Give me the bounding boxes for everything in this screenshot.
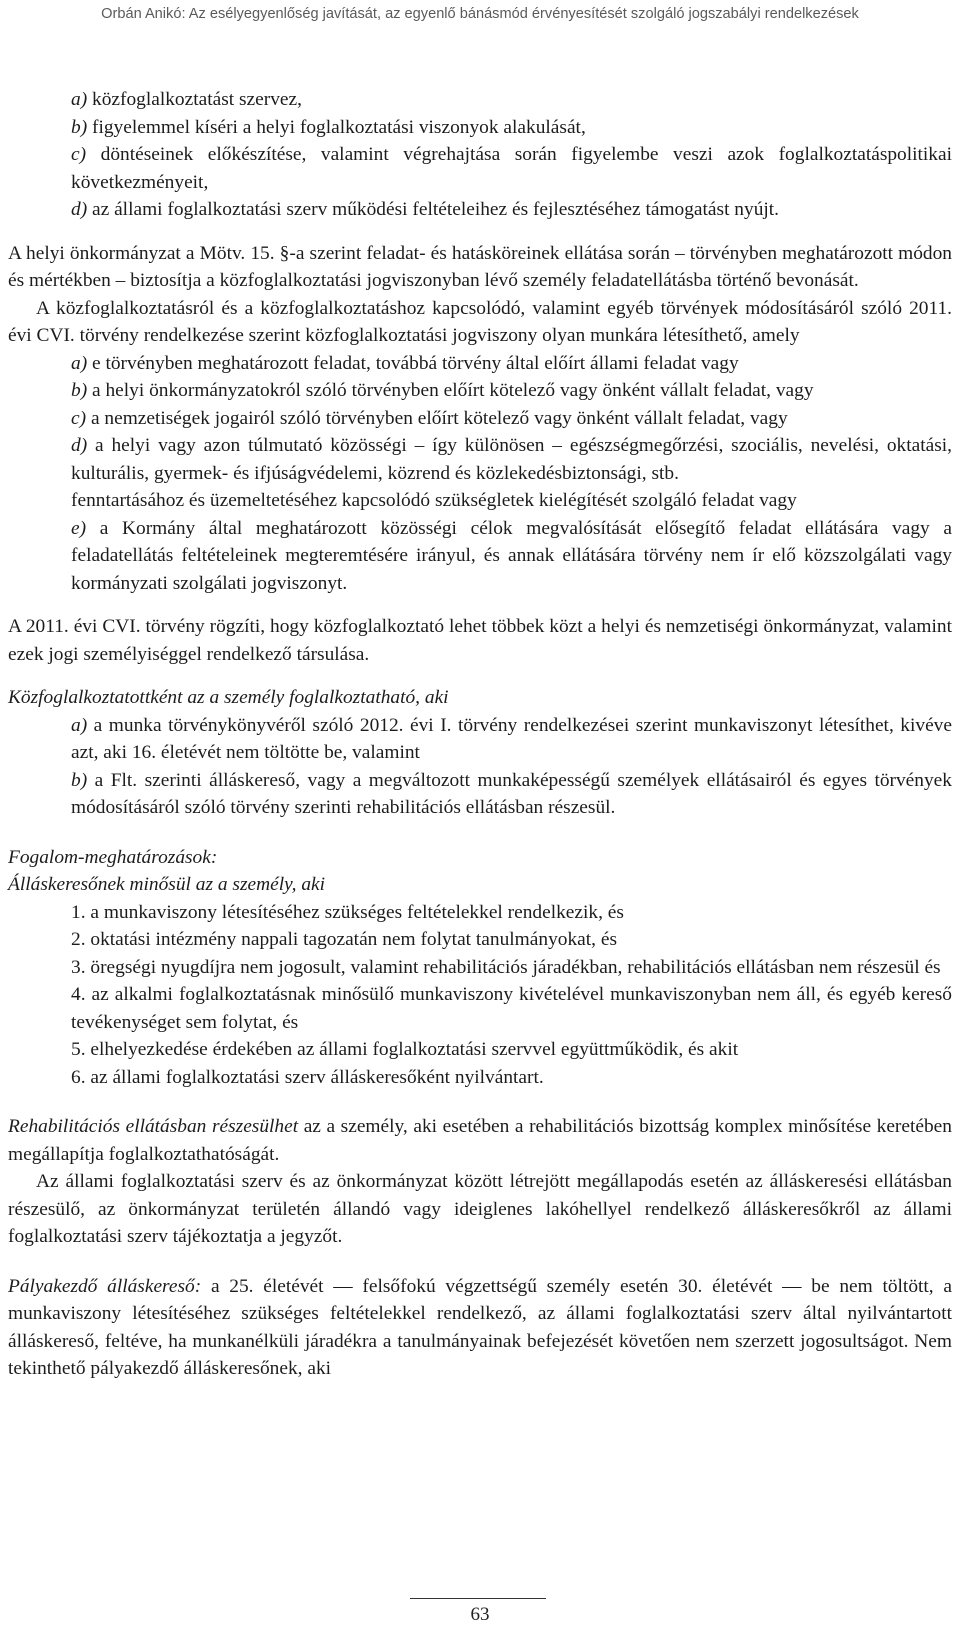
item-text: a munka törvénykönyvéről szóló 2012. évi I. törvény rendelkezései szerint munkaviszonyt létesíthet, kivéve azt, aki 16. életévét nem töltötte be, valamint [71,714,952,763]
employee-heading [8,684,952,712]
item-text: közfoglalkoztatást szervez, [92,89,302,110]
item-text: döntéseinek előkészítése, valamint végrehajtása során figyelembe veszi azok foglalkoztatáspolitikai következményeit, [71,144,952,193]
item-label: d) [71,435,88,456]
running-header: Orbán Anikó: Az esélyegyenlőség javítását, az egyenlő bánásmód érvényesítését szolgáló jogszabályi rendelkezések [101,6,859,22]
item-label: b) [71,769,88,791]
paragraph-cvi-law: A közfoglalkoztatásról és a közfoglalkoztatáshoz kapcsolódó, valamint egyéb törvények módosításáról szóló 2011. évi CVI. törvény rendelkezése szerint közfoglalkoztatási jogviszony olyan munkára létesíthető, amely [8,297,952,346]
cvi-item-d [8,432,952,487]
cvi-continuation: fenntartásához és üzemeltetéséhez kapcsolódó szükségletek kielégítését szolgáló feladat vagy [71,490,797,511]
page-body [8,86,952,1383]
cvi-item-a [8,350,952,378]
jobseeker-list [8,899,952,1092]
list-item: 5. elhelyezkedése érdekében az állami foglalkoztatási szervvel együttműködik, és akit [71,1039,739,1060]
page-number: 63 [470,1604,490,1625]
rehab-text: az a személy, aki esetében a rehabilitációs bizottság komplex minősítése keretében megállapítja foglalkoztathatóságát. [8,1116,952,1165]
item-label: a) [71,89,88,110]
list-item: 4. az alkalmi foglalkoztatásnak minősülő munkaviszony kivételével munkaviszonyban nem áll, és egyéb kereső tevékenységet sem folytat, és [71,984,952,1033]
item-label: c) [71,407,87,429]
item-text: a helyi vagy azon túlmutató közösségi – így különösen – egészségmegőrzési, szociális, nevelési, oktatási, kulturális, gyermek- és ifjúságvédelemi, közrend és közlekedésbiztonsági, stb. [71,435,952,484]
list-item: 3. öregségi nyugdíjra nem jogosult, valamint rehabilitációs járadékban, rehabilitációs ellátásban nem részesül és [71,956,941,978]
item-text: a nemzetiségek jogairól szóló törvényben előírt kötelező vagy önként vállalt feladat, vagy [90,407,788,429]
item-text: a Kormány által meghatározott közösségi célok megvalósítását elősegítő feladat ellátására vagy a feladatellátás feltételeinek megteremtésére irányul, és annak ellátására törvény nem ír elő közszolgálati vagy kormányzati szolgálati jogviszonyt. [71,517,952,594]
item-label: a) [71,352,88,374]
item-label: e) [71,517,87,539]
paragraph-career-starter [8,1273,952,1383]
cvi-item-b [8,377,952,405]
rehab-term: Rehabilitációs ellátásban részesülhet [8,1116,299,1137]
intro-item-c [8,141,952,196]
paragraph-local-government: A helyi önkormányzat a Mötv. 15. §-a szerint feladat- és hatásköreinek ellátása során – törvényben meghatározott módon és mértékben – biztosítja a közfoglalkoztatási jogviszonyban lévő személy feladatellátásba történő bevonását. [8,242,952,291]
item-text: a Flt. szerinti álláskereső, vagy a megváltozott munkaképességű személyek ellátásairól és egyes törvények módosításáról szóló törvény szerinti rehabilitációs ellátásban részesül. [71,769,952,818]
employee-item-b [8,767,952,822]
item-label: b) [71,116,88,138]
intro-item-b [8,114,952,142]
intro-item-d [8,196,952,224]
item-label: d) [71,199,88,220]
item-text: az állami foglalkoztatási szerv működési feltételeihez és fejlesztéséhez támogatást nyújt. [92,199,780,220]
item-text: a helyi önkormányzatokról szóló törvényben előírt kötelező vagy önként vállalt feladat, vagy [92,380,814,401]
jobseeker-heading: Álláskeresőnek minősül az a személy, aki [8,874,326,895]
intro-item-a [8,86,952,114]
career-term: Pályakezdő álláskereső: [8,1275,202,1297]
item-text: figyelemmel kíséri a helyi foglalkoztatási viszonyok alakulását, [92,116,586,138]
item-label: b) [71,380,88,401]
definitions-heading: Fogalom-meghatározások: [8,846,218,868]
list-item: 6. az állami foglalkoztatási szerv álláskeresőként nyilvántart. [71,1066,544,1088]
employee-item-a [8,712,952,767]
list-item: 2. oktatási intézmény nappali tagozatán nem folytat tanulmányokat, és [71,929,617,950]
cvi-item-e [8,515,952,598]
employee-heading-text: Közfoglalkoztatottként az a személy foglalkoztatható, aki [8,687,449,708]
item-label: a) [71,714,88,736]
list-item: 1. a munkaviszony létesítéséhez szükséges feltételekkel rendelkezik, és [71,901,624,923]
paragraph-agreement: Az állami foglalkoztatási szerv és az önkormányzat között létrejött megállapodás esetén az álláskeresési ellátásban részesülő, az önkormányzat területén állandó vagy ideiglenes lakóhellyel rendelkező álláskeresőkről az állami foglalkoztatási szerv tájékoztatja a jegyzőt. [8,1171,952,1247]
paragraph-rehabilitation [8,1113,952,1168]
item-label: c) [71,144,87,165]
cvi-item-c [8,405,952,433]
paragraph-employer: A 2011. évi CVI. törvény rögzíti, hogy közfoglalkoztató lehet többek közt a helyi és nemzetiségi önkormányzat, valamint ezek jogi személyiséggel rendelkező társulása. [8,616,952,665]
career-text: a 25. életévét — felsőfokú végzettségű személy esetén 30. életévét — be nem töltött, a munkaviszony létesítéséhez szükséges feltételekkel rendelkező, az állami foglalkoztatási szerv által nyilvántartott álláskereső, feltéve, ha munkanélküli járadékra a tanulmányainak befejezését követően nem szerzett jogosultságot. Nem tekinthető pályakezdő álláskeresőnek, aki [8,1275,952,1379]
footer-divider [410,1598,546,1599]
item-text: e törvényben meghatározott feladat, továbbá törvény által előírt állami feladat vagy [92,352,739,374]
